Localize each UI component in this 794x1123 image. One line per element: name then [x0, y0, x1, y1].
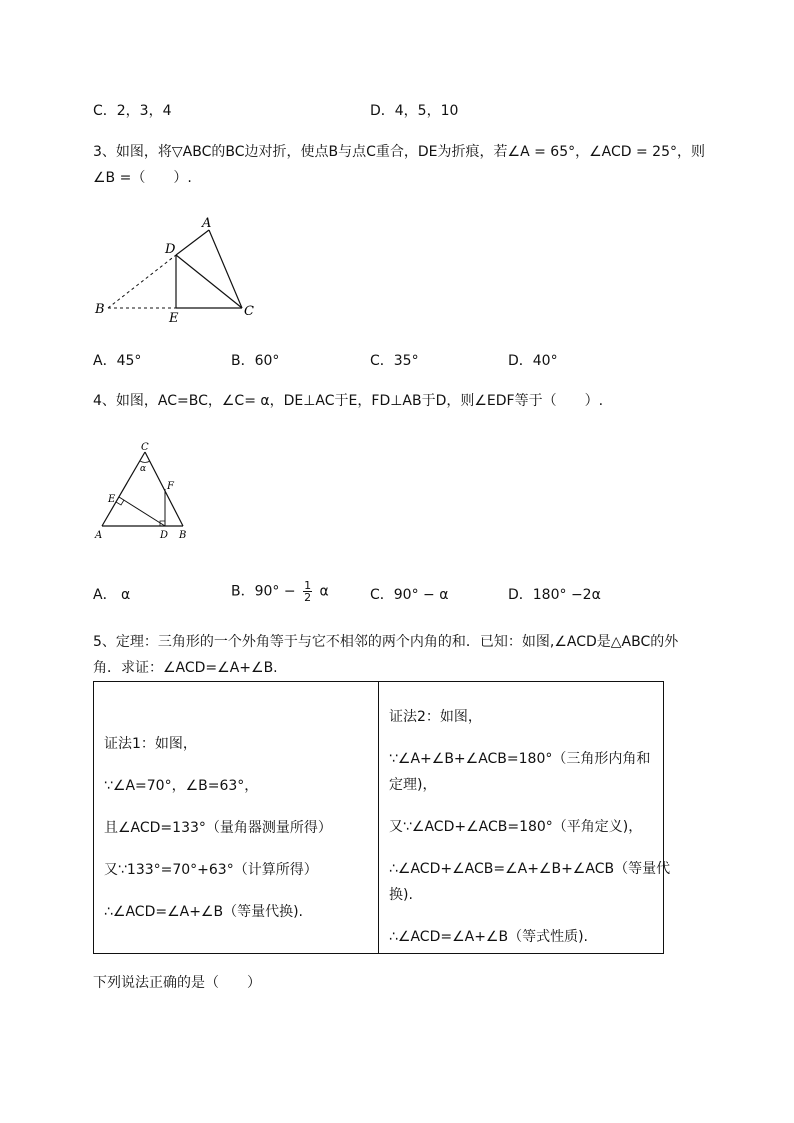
q5-left-line: 又∵133°=70°+63°（计算所得）	[104, 862, 318, 878]
q4-label-b: B	[179, 530, 187, 541]
q3-option-d: D．40°	[508, 353, 558, 369]
q3-stem-line1: 3、如图，将▽ABC的BC边对折，使点B与点C重合，DE为折痕，若∠A = 65°，∠ACD = 25°，则	[93, 144, 705, 160]
q4-label-a: A	[95, 530, 103, 541]
q4-option-c: C．90° − α	[370, 587, 449, 603]
q3-side-da	[176, 230, 209, 255]
q4-label-d: D	[160, 530, 169, 541]
q5-stem-line1: 5、定理：三角形的一个外角等于与它不相邻的两个内角的和．已知：如图,∠ACD是△ABC的外	[93, 634, 679, 650]
q4-option-d: D．180° −2α	[508, 587, 601, 603]
q5-proof-table	[93, 681, 671, 954]
q3-seg-dc	[176, 255, 242, 308]
q3-side-ac	[209, 230, 242, 308]
q3-label-a: A	[202, 216, 212, 231]
q2-option-c: C．2，3，4	[93, 103, 172, 119]
q4-option-b-fraction	[303, 580, 312, 603]
q4-option-b-prefix: B．90° −	[231, 583, 296, 600]
q4-side-cb	[145, 452, 183, 526]
q4-option-b-num: 1	[304, 579, 312, 592]
q3-fold-bd	[108, 255, 176, 308]
q4-label-e: E	[108, 494, 116, 505]
q3-label-c: C	[244, 304, 254, 319]
q4-option-b-den: 2	[304, 591, 312, 604]
q3-option-a: A．45°	[93, 353, 142, 369]
q5-question: 下列说法正确的是（ ）	[93, 975, 261, 991]
q3-stem-line2: ∠B =（ ）.	[93, 170, 192, 186]
q3-label-e: E	[169, 311, 179, 326]
q5-stem-line2: 角．求证：∠ACD=∠A+∠B.	[93, 660, 278, 676]
q4-stem-line1: 4、如图，AC=BC，∠C= α，DE⊥AC于E，FD⊥AB于D，则∠EDF等于（ ）.	[93, 393, 604, 409]
q4-label-f: F	[167, 481, 174, 492]
q5-left-line: 且∠ACD=133°（量角器测量所得）	[104, 820, 332, 836]
q5-left-line: ∵∠A=70°，∠B=63°，	[104, 778, 259, 794]
q4-side-ac	[102, 452, 145, 526]
q5-right-line: ∴∠ACD+∠ACB=∠A+∠B+∠ACB（等量代	[389, 861, 671, 877]
q4-figure	[90, 440, 200, 545]
q4-option-b-suffix: α	[319, 583, 329, 600]
q3-option-b: B．60°	[231, 353, 280, 369]
q3-label-b: B	[95, 302, 105, 317]
q4-label-alpha: α	[140, 464, 147, 474]
q5-right-line: 定理)，	[389, 777, 437, 793]
q3-option-c: C．35°	[370, 353, 419, 369]
q5-right-line: ∵∠A+∠B+∠ACB=180°（三角形内角和	[389, 751, 651, 767]
q3-label-d: D	[165, 242, 176, 257]
q5-left-line: 证法1：如图，	[104, 736, 197, 752]
q5-right-line: 换).	[389, 887, 413, 903]
q4-option-a: A． α	[93, 587, 131, 603]
q3-figure	[90, 212, 260, 327]
q4-angle-arc	[140, 461, 150, 463]
q2-option-d: D．4，5，10	[370, 103, 459, 119]
q5-right-line: ∴∠ACD=∠A+∠B（等式性质).	[389, 929, 589, 945]
q5-right-line: 又∵∠ACD+∠ACB=180°（平角定义)，	[389, 819, 643, 835]
q4-option-b	[231, 580, 329, 603]
q4-seg-ed	[119, 497, 165, 526]
q5-proof-right-cell	[379, 682, 671, 954]
q5-right-line: 证法2：如图，	[389, 709, 482, 725]
q4-label-c: C	[141, 442, 149, 453]
q5-left-line: ∴∠ACD=∠A+∠B（等量代换).	[104, 904, 304, 920]
q5-proof-left-cell	[94, 682, 379, 954]
